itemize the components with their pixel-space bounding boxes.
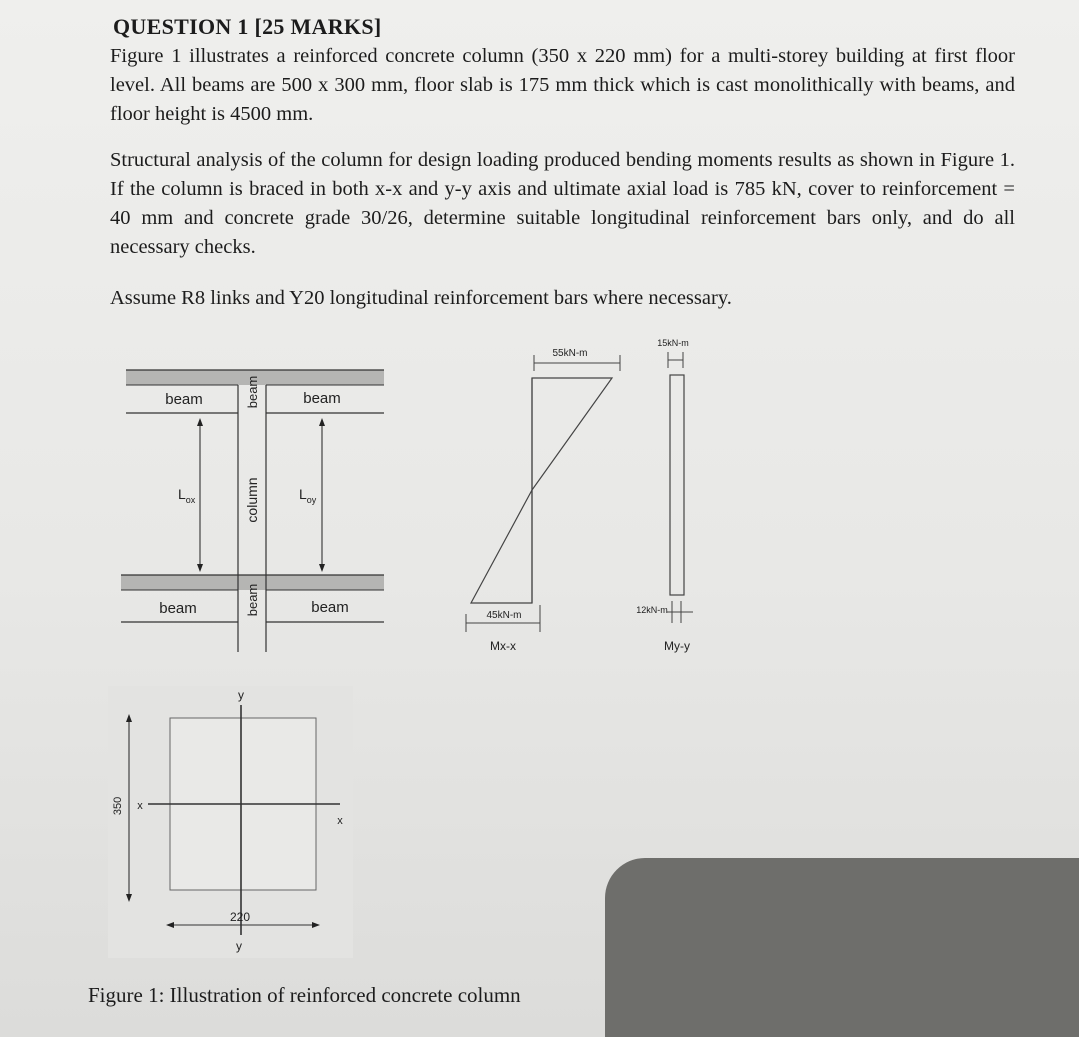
paragraph-analysis: Structural analysis of the column for design loading produced bending moments results as shown in Figure 1. If the column is braced in both x-x and y-y axis and ultimate axial load is 785 kN, cover to reinforcement = 40 mm and concrete grade 30/26, determine suitable longitudinal reinforcement bars only, and do all necessary checks. (110, 149, 1015, 258)
width-dimension-label: 220 (229, 910, 251, 924)
moment-yy-bottom-value: 12kN-m (636, 605, 668, 615)
paragraph-assumption: Assume R8 links and Y20 longitudinal reinforcement bars where necessary. (110, 287, 732, 309)
lox-label: $L_{ox}$ (178, 486, 196, 505)
label-beam-bottom-right: beam (311, 599, 349, 616)
frame-diagram (121, 370, 384, 652)
paragraph-description: Figure 1 illustrates a reinforced concrete column (350 x 220 mm) for a multi-storey building at first floor level. All beams are 500 x 300 mm, floor slab is 175 mm thick which is cast monolithically with beams, and floor height is 4500 mm. (110, 45, 1015, 125)
height-dimension-label: 350 (112, 796, 124, 816)
label-beam-top-center: beam (245, 375, 260, 409)
axis-y-bottom: y (236, 939, 242, 953)
axis-y-top: y (238, 688, 244, 702)
moment-xx-bottom-value: 45kN-m (486, 610, 522, 621)
label-beam-top-left: beam (165, 391, 203, 408)
label-beam-top-right: beam (303, 390, 341, 407)
axis-x-left: x (137, 800, 143, 812)
moment-yy-top-value: 15kN-m (657, 338, 689, 348)
label-column: column (244, 477, 260, 523)
loy-label: $L_{oy}$ (299, 486, 317, 505)
moment-yy-label: My-y (664, 639, 690, 653)
axis-x-right: x (337, 815, 343, 827)
moment-xx-top-triangle (532, 378, 612, 490)
label-beam-bottom-left: beam (159, 600, 197, 617)
question-title: QUESTION 1 [25 MARKS] (113, 14, 382, 39)
moment-xx-bottom-triangle (471, 490, 532, 603)
figure-caption: Figure 1: Illustration of reinforced concrete column (88, 983, 521, 1007)
hand-shadow (605, 858, 1079, 1037)
label-beam-bottom-center: beam (245, 583, 260, 617)
moment-yy-diagram-strip (670, 375, 684, 595)
moment-xx-label: Mx-x (490, 639, 516, 653)
moment-diagram-yy (636, 338, 693, 653)
column-cross-section (108, 686, 353, 958)
moment-xx-top-value: 55kN-m (552, 348, 588, 359)
moment-diagram-xx (466, 348, 620, 653)
